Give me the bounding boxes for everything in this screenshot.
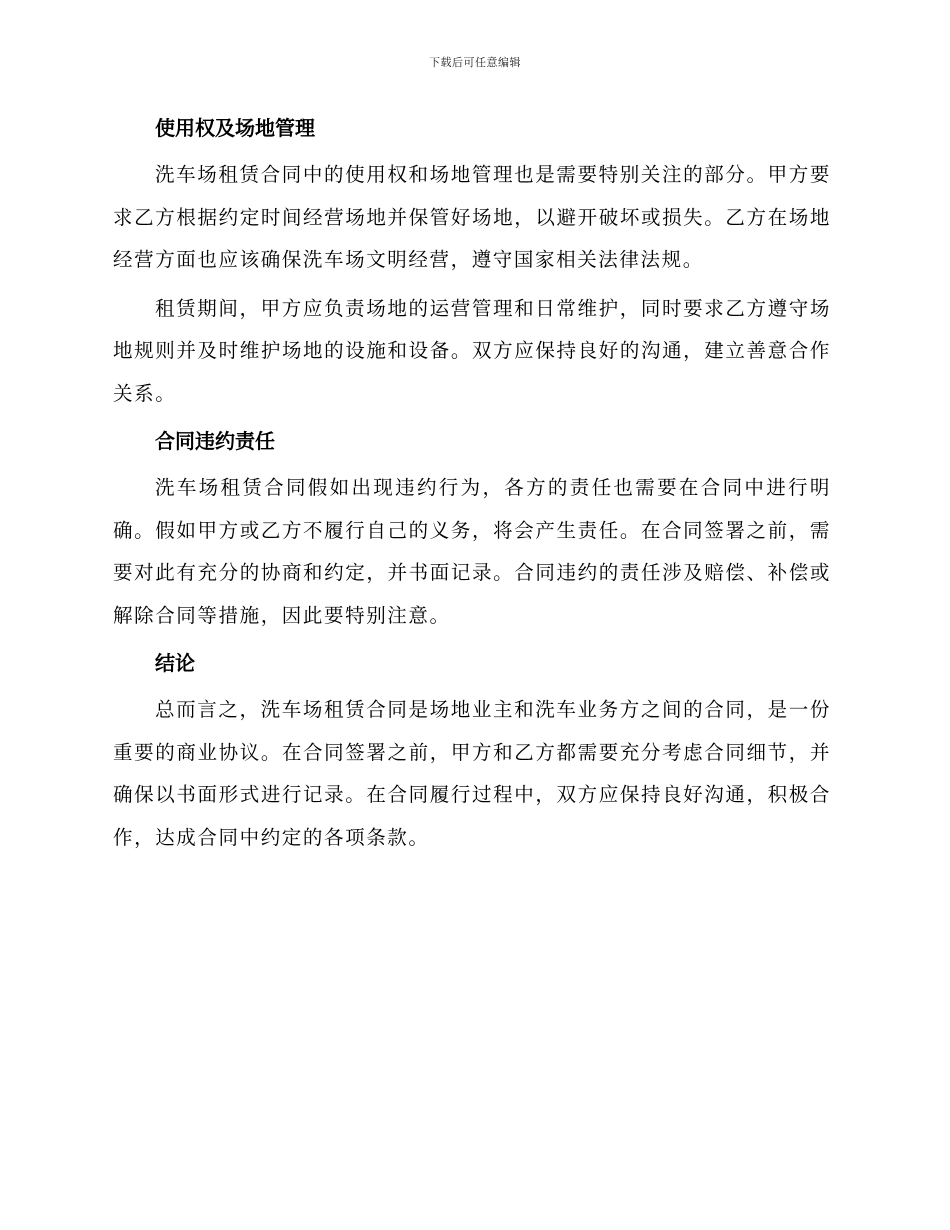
paragraph: 洗车场租赁合同假如出现违约行为，各方的责任也需要在合同中进行明确。假如甲方或乙方不履行自己的义务，将会产生责任。在合同签署之前，需要对此有充分的协商和约定，并书面记录。合同违约的责任涉及赔偿、补偿或解除合同等措施，因此要特别注意。 — [113, 476, 831, 627]
paragraph: 租赁期间，甲方应负责场地的运营管理和日常维护，同时要求乙方遵守场地规则并及时维护场地的设施和设备。双方应保持良好的沟通，建立善意合作关系。 — [113, 296, 831, 405]
section-heading-usage-rights: 使用权及场地管理 — [155, 116, 315, 140]
page-header-note: 下载后可任意编辑 — [429, 56, 521, 69]
paragraph: 总而言之，洗车场租赁合同是场地业主和洗车业务方之间的合同，是一份重要的商业协议。在合同签署之前，甲方和乙方都需要充分考虑合同细节，并确保以书面形式进行记录。在合同履行过程中，双方应保持良好沟通，积极合作，达成合同中约定的各项条款。 — [113, 698, 831, 849]
section-heading-breach-liability: 合同违约责任 — [155, 429, 275, 453]
document-body — [113, 108, 831, 859]
paragraph: 洗车场租赁合同中的使用权和场地管理也是需要特别关注的部分。甲方要求乙方根据约定时间经营场地并保管好场地，以避开破坏或损失。乙方在场地经营方面也应该确保洗车场文明经营，遵守国家相关法律法规。 — [113, 163, 831, 271]
section-heading-conclusion: 结论 — [155, 651, 195, 675]
